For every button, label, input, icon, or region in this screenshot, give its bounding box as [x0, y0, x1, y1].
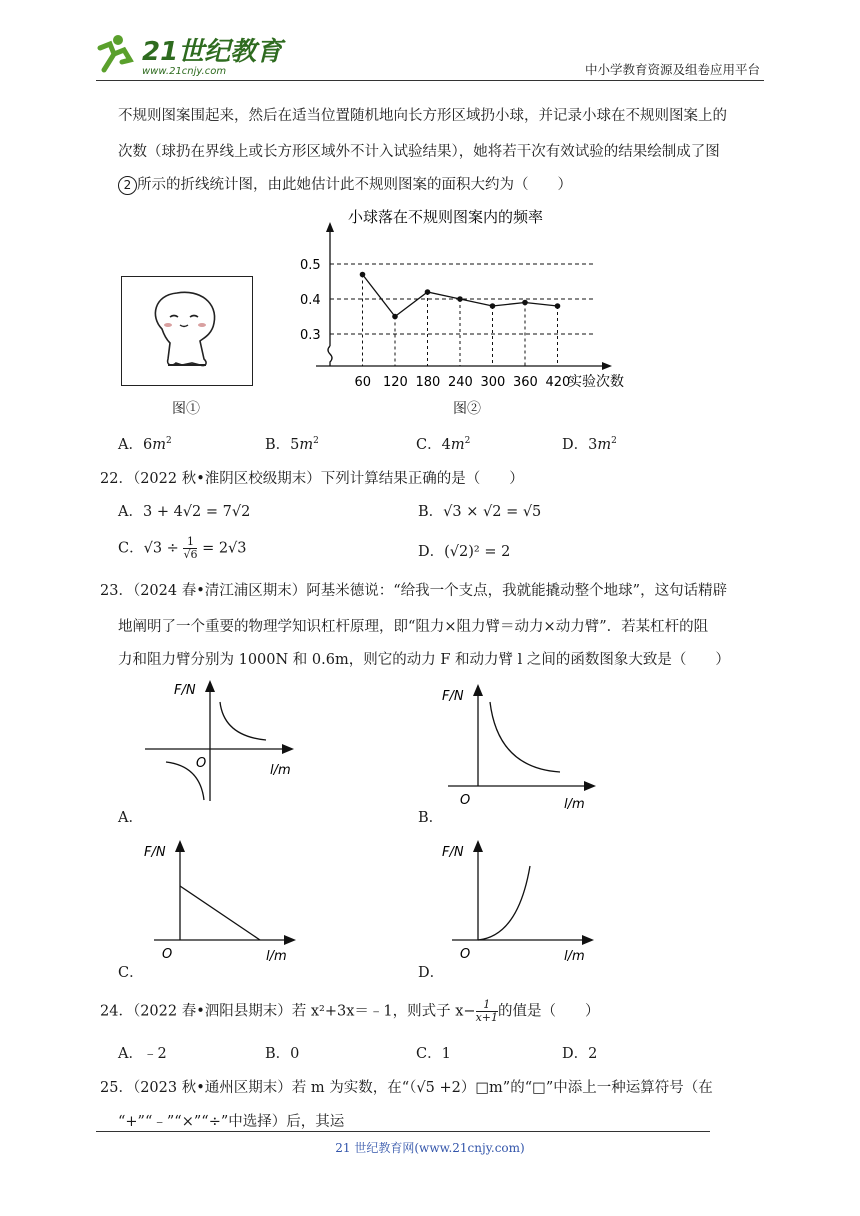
data-point	[392, 314, 398, 320]
x-tick-label: 180	[415, 375, 441, 390]
data-point	[360, 272, 366, 278]
svg-text:l/m: l/m	[564, 949, 585, 964]
svg-text:F/N: F/N	[144, 845, 166, 860]
data-point	[457, 296, 463, 302]
q23-label-d: D．	[418, 965, 445, 981]
y-tick-label: 0.4	[300, 293, 321, 308]
x-tick-label: 360	[513, 375, 538, 390]
chart-title: 小球落在不规则图案内的频率	[348, 208, 544, 226]
y-tick-label: 0.5	[300, 258, 321, 273]
data-point	[555, 303, 561, 309]
svg-text:l/m: l/m	[564, 797, 585, 812]
site-logo	[96, 30, 283, 78]
q23-label-a: A．	[118, 810, 143, 826]
q21-option-b: B．$5m^2$	[265, 436, 319, 453]
q24-option-a: A．﹣2	[118, 1046, 167, 1062]
q22-option-a: A．3 + 4√2 = 7√2	[118, 504, 251, 520]
circled-number: 2	[118, 176, 137, 195]
q21-option-d: D．$3m^2$	[562, 436, 617, 453]
intro-line-3	[118, 173, 764, 195]
platform-name: 中小学教育资源及组卷应用平台	[584, 62, 760, 77]
q24-option-c: C．1	[416, 1046, 451, 1062]
footer-text: 21 世纪教育网(www.21cnjy.com)	[335, 1141, 525, 1155]
q23-line-1: 23．（2024 春•清江浦区期末）阿基米德说：“给我一个支点，我就能撬动整个地球”，这句话精辟	[100, 583, 728, 599]
logo-url: www.21cnjy.com	[142, 66, 227, 77]
graph-d	[438, 836, 598, 966]
q24-stem: 24．（2022 春•泗阳县期末）若 x²+3x＝﹣1，则式子 x− $\frac{1}{x+1}$ 的值是（ ）	[100, 998, 600, 1024]
graph-b	[438, 680, 598, 810]
q25-line-1: 25．（2023 秋•通州区期末）若 m 为实数，在“（√5 +2）□m”的“□”中添上一种运算符号（在	[100, 1080, 713, 1096]
q22-stem: 22．（2022 秋•淮阴区校级期末）下列计算结果正确的是（ ）	[100, 471, 524, 487]
svg-text:l/m: l/m	[270, 763, 291, 778]
runner-icon	[100, 35, 130, 70]
y-tick-label: 0.3	[300, 328, 321, 343]
q21-option-c: C．$4m^2$	[416, 436, 471, 453]
svg-text:O: O	[460, 947, 471, 962]
q23-line-2: 地阐明了一个重要的物理学知识杠杆原理，即“阻力×阻力臂＝动力×动力臂”．若某杠杆的阻	[118, 619, 709, 635]
svg-text:O: O	[196, 756, 207, 771]
intro-line-3-text: 所示的折线统计图，由此她估计此不规则图案的面积大约为（ ）	[137, 177, 572, 193]
q23-line-3: 力和阻力臂分别为 1000N 和 0.6m，则它的动力 F 和动力臂 l 之间的函数图象大致是（ ）	[118, 652, 730, 668]
x-tick-label: 120	[383, 375, 408, 390]
q22-option-d: D．(√2)² = 2	[418, 544, 511, 560]
q25-line-2: “+”“﹣”“×”“÷”中选择）后，其运	[118, 1114, 345, 1130]
figure-2-caption: 图②	[453, 401, 481, 417]
axis-break	[328, 346, 332, 366]
graph-c	[140, 836, 300, 966]
x-axis-arrow	[602, 362, 612, 370]
q23-label-b: B．	[418, 810, 444, 826]
frequency-line-chart	[296, 206, 646, 412]
footer-rule	[96, 1131, 710, 1132]
svg-text:O: O	[460, 793, 471, 808]
q21-option-a: A．$6m^2$	[118, 436, 172, 453]
blob-figure	[122, 277, 252, 385]
logo-text: 21世纪教育	[142, 37, 283, 67]
svg-text:O: O	[162, 947, 173, 962]
intro-line-1: 不规则图案围起来，然后在适当位置随机地向长方形区域扔小球，并记录小球在不规则图案上的	[118, 108, 727, 124]
svg-text:F/N: F/N	[442, 845, 464, 860]
svg-text:F/N: F/N	[442, 689, 464, 704]
svg-text:F/N: F/N	[174, 683, 196, 698]
intro-line-2: 次数（球扔在界线上或长方形区域外不计入试验结果），她将若干次有效试验的结果绘制成了图	[118, 144, 720, 160]
figure-1-caption: 图①	[172, 401, 200, 417]
q22-option-c: C．√3 ÷ $\frac{1}{√6}$ = 2√3	[118, 535, 247, 561]
figure-1-frame	[121, 276, 253, 386]
y-axis-arrow	[326, 222, 334, 232]
x-axis-label: 实验次数	[568, 374, 624, 390]
x-tick-label: 60	[354, 375, 372, 390]
q24-option-b: B．0	[265, 1046, 300, 1062]
graph-a	[140, 676, 300, 806]
q22-option-b: B．√3 × √2 = √5	[418, 504, 542, 520]
data-point	[490, 303, 496, 309]
x-tick-label: 420	[545, 375, 571, 390]
series-line	[363, 275, 558, 317]
x-tick-label: 300	[480, 375, 506, 390]
data-point	[522, 300, 528, 306]
data-point	[425, 289, 431, 295]
svg-text:l/m: l/m	[266, 949, 287, 964]
q24-option-d: D．2	[562, 1046, 598, 1062]
q23-label-c: C．	[118, 965, 144, 981]
header-rule	[96, 80, 764, 81]
x-tick-label: 240	[448, 375, 473, 390]
